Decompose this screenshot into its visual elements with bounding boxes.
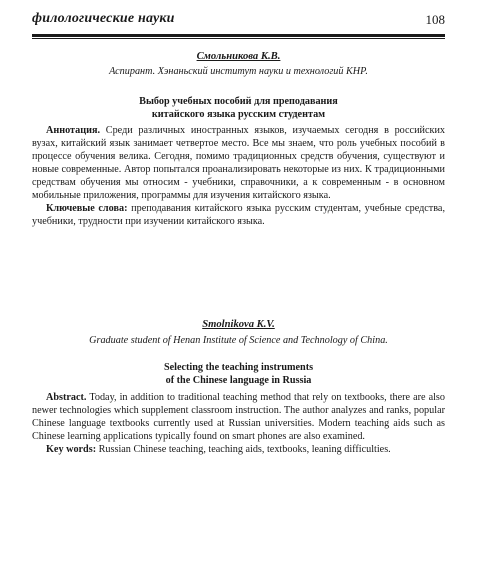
en-abstract-paragraph bbox=[32, 391, 445, 443]
ru-affiliation: Аспирант. Хэнаньский институт науки и технологий КНР. bbox=[109, 66, 368, 77]
page-number: 108 bbox=[425, 12, 445, 27]
ru-affiliation-block bbox=[32, 65, 445, 78]
ru-keywords-text: преподавания китайского языка русским студентам, учебные средства, учебники, трудности при изучении китайского языка. bbox=[32, 203, 445, 227]
ru-abstract-text: Среди различных иностранных языков, изучаемых сегодня в российских вузах, китайский язык занимает четвертое место. Все мы знаем, что роль учебных пособий в процессе обучения велика. Сегодня, помимо традиционных средств обучения, существуют и новые современные. Автор попытался проанализировать некоторые из них. К традиционными средствам обучения мы относим - учебники, справочники, а к современным - в основном мобильные приложения, программы для изучения китайского языка. bbox=[32, 125, 445, 201]
en-keywords-paragraph bbox=[32, 443, 445, 456]
ru-author bbox=[32, 50, 445, 63]
journal-title: филологические науки bbox=[32, 11, 175, 26]
en-abstract-label: Abstract. bbox=[46, 392, 87, 403]
en-abstract-text: Today, in addition to traditional teaching method that rely on textbooks, there are also newer technologies which supplement classroom instruction. The author analyzes and ranks, popular Chinese language textbooks currently used at Russian universities. Modern teaching aids such as Chinese learning applications typically found on smart phones are also examined. bbox=[32, 392, 445, 442]
en-author-name: Smolnikova K.V. bbox=[202, 319, 275, 330]
ru-keywords-label: Ключевые слова: bbox=[46, 203, 128, 214]
en-title-line1: Selecting the teaching instruments bbox=[163, 362, 314, 373]
running-head bbox=[32, 11, 445, 33]
en-keywords-label: Key words: bbox=[46, 444, 97, 455]
en-title bbox=[32, 362, 445, 387]
ru-abstract-paragraph bbox=[32, 124, 445, 202]
ru-title bbox=[32, 96, 445, 121]
ru-author-name: Смольникова К.В. bbox=[196, 51, 281, 62]
en-keywords-text: Russian Chinese teaching, teaching aids, textbooks, leaning difficulties. bbox=[98, 444, 391, 455]
ru-abstract-label: Аннотация. bbox=[46, 125, 101, 136]
ru-keywords-paragraph bbox=[32, 202, 445, 228]
en-affiliation: Graduate student of Henan Institute of Science and Technology of China. bbox=[89, 335, 388, 346]
en-affiliation-block bbox=[32, 334, 445, 347]
en-abstract bbox=[32, 391, 445, 456]
ru-title-line2: китайского языка русским студентам bbox=[151, 108, 326, 120]
ru-title-line1: Выбор учебных пособий для преподавания bbox=[139, 96, 338, 107]
header-rule-thin bbox=[32, 38, 445, 39]
header-rule-thick bbox=[32, 34, 445, 37]
en-author bbox=[32, 318, 445, 331]
en-title-line2: of the Chinese language in Russia bbox=[165, 374, 312, 386]
ru-abstract bbox=[32, 124, 445, 228]
